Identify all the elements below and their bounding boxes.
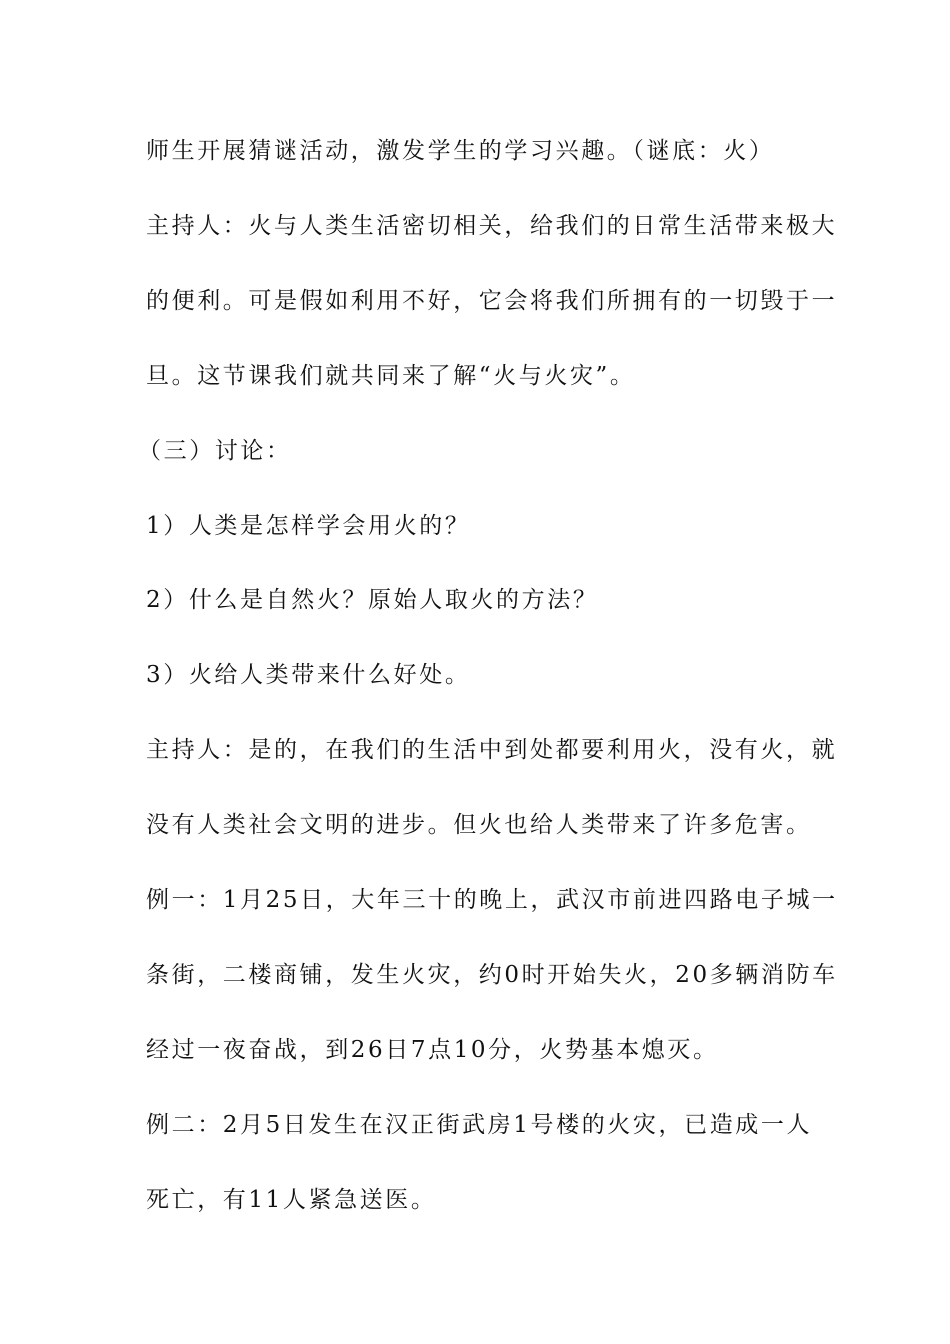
discussion-question-1: 1）人类是怎样学会用火的？ — [146, 513, 471, 539]
paragraph-host-intro-line-2: 的便利。可是假如利用不好，它会将我们所拥有的一切毁于一 — [146, 288, 838, 314]
example-1-line-1: 例一：1月25日，大年三十的晚上，武汉市前进四路电子城一 — [146, 887, 838, 913]
example-1-line-2: 条街，二楼商铺，发生火灾，约0时开始失火，20多辆消防车 — [146, 962, 838, 988]
example-2-line-1: 例二：2月5日发生在汉正街武房1号楼的火灾，已造成一人 — [146, 1112, 813, 1138]
paragraph-host-intro-line-3: 旦。这节课我们就共同来了解“火与火灾”。 — [146, 363, 636, 389]
section-heading-discussion: （三）讨论： — [138, 438, 292, 464]
paragraph-host-response-line-1: 主持人：是的，在我们的生活中到处都要利用火，没有火，就 — [146, 737, 838, 763]
example-1-line-3: 经过一夜奋战，到26日7点10分，火势基本熄灭。 — [146, 1037, 719, 1063]
paragraph-host-response-line-2: 没有人类社会文明的进步。但火也给人类带来了许多危害。 — [146, 812, 812, 838]
discussion-question-3: 3）火给人类带来什么好处。 — [146, 662, 471, 688]
paragraph-host-intro-line-1: 主持人：火与人类生活密切相关，给我们的日常生活带来极大 — [146, 213, 838, 239]
paragraph-riddle-activity: 师生开展猜谜活动，激发学生的学习兴趣。（谜底：火） — [146, 138, 775, 164]
discussion-question-2: 2）什么是自然火？原始人取火的方法？ — [146, 587, 599, 613]
example-2-line-2: 死亡，有11人紧急送医。 — [146, 1187, 437, 1213]
